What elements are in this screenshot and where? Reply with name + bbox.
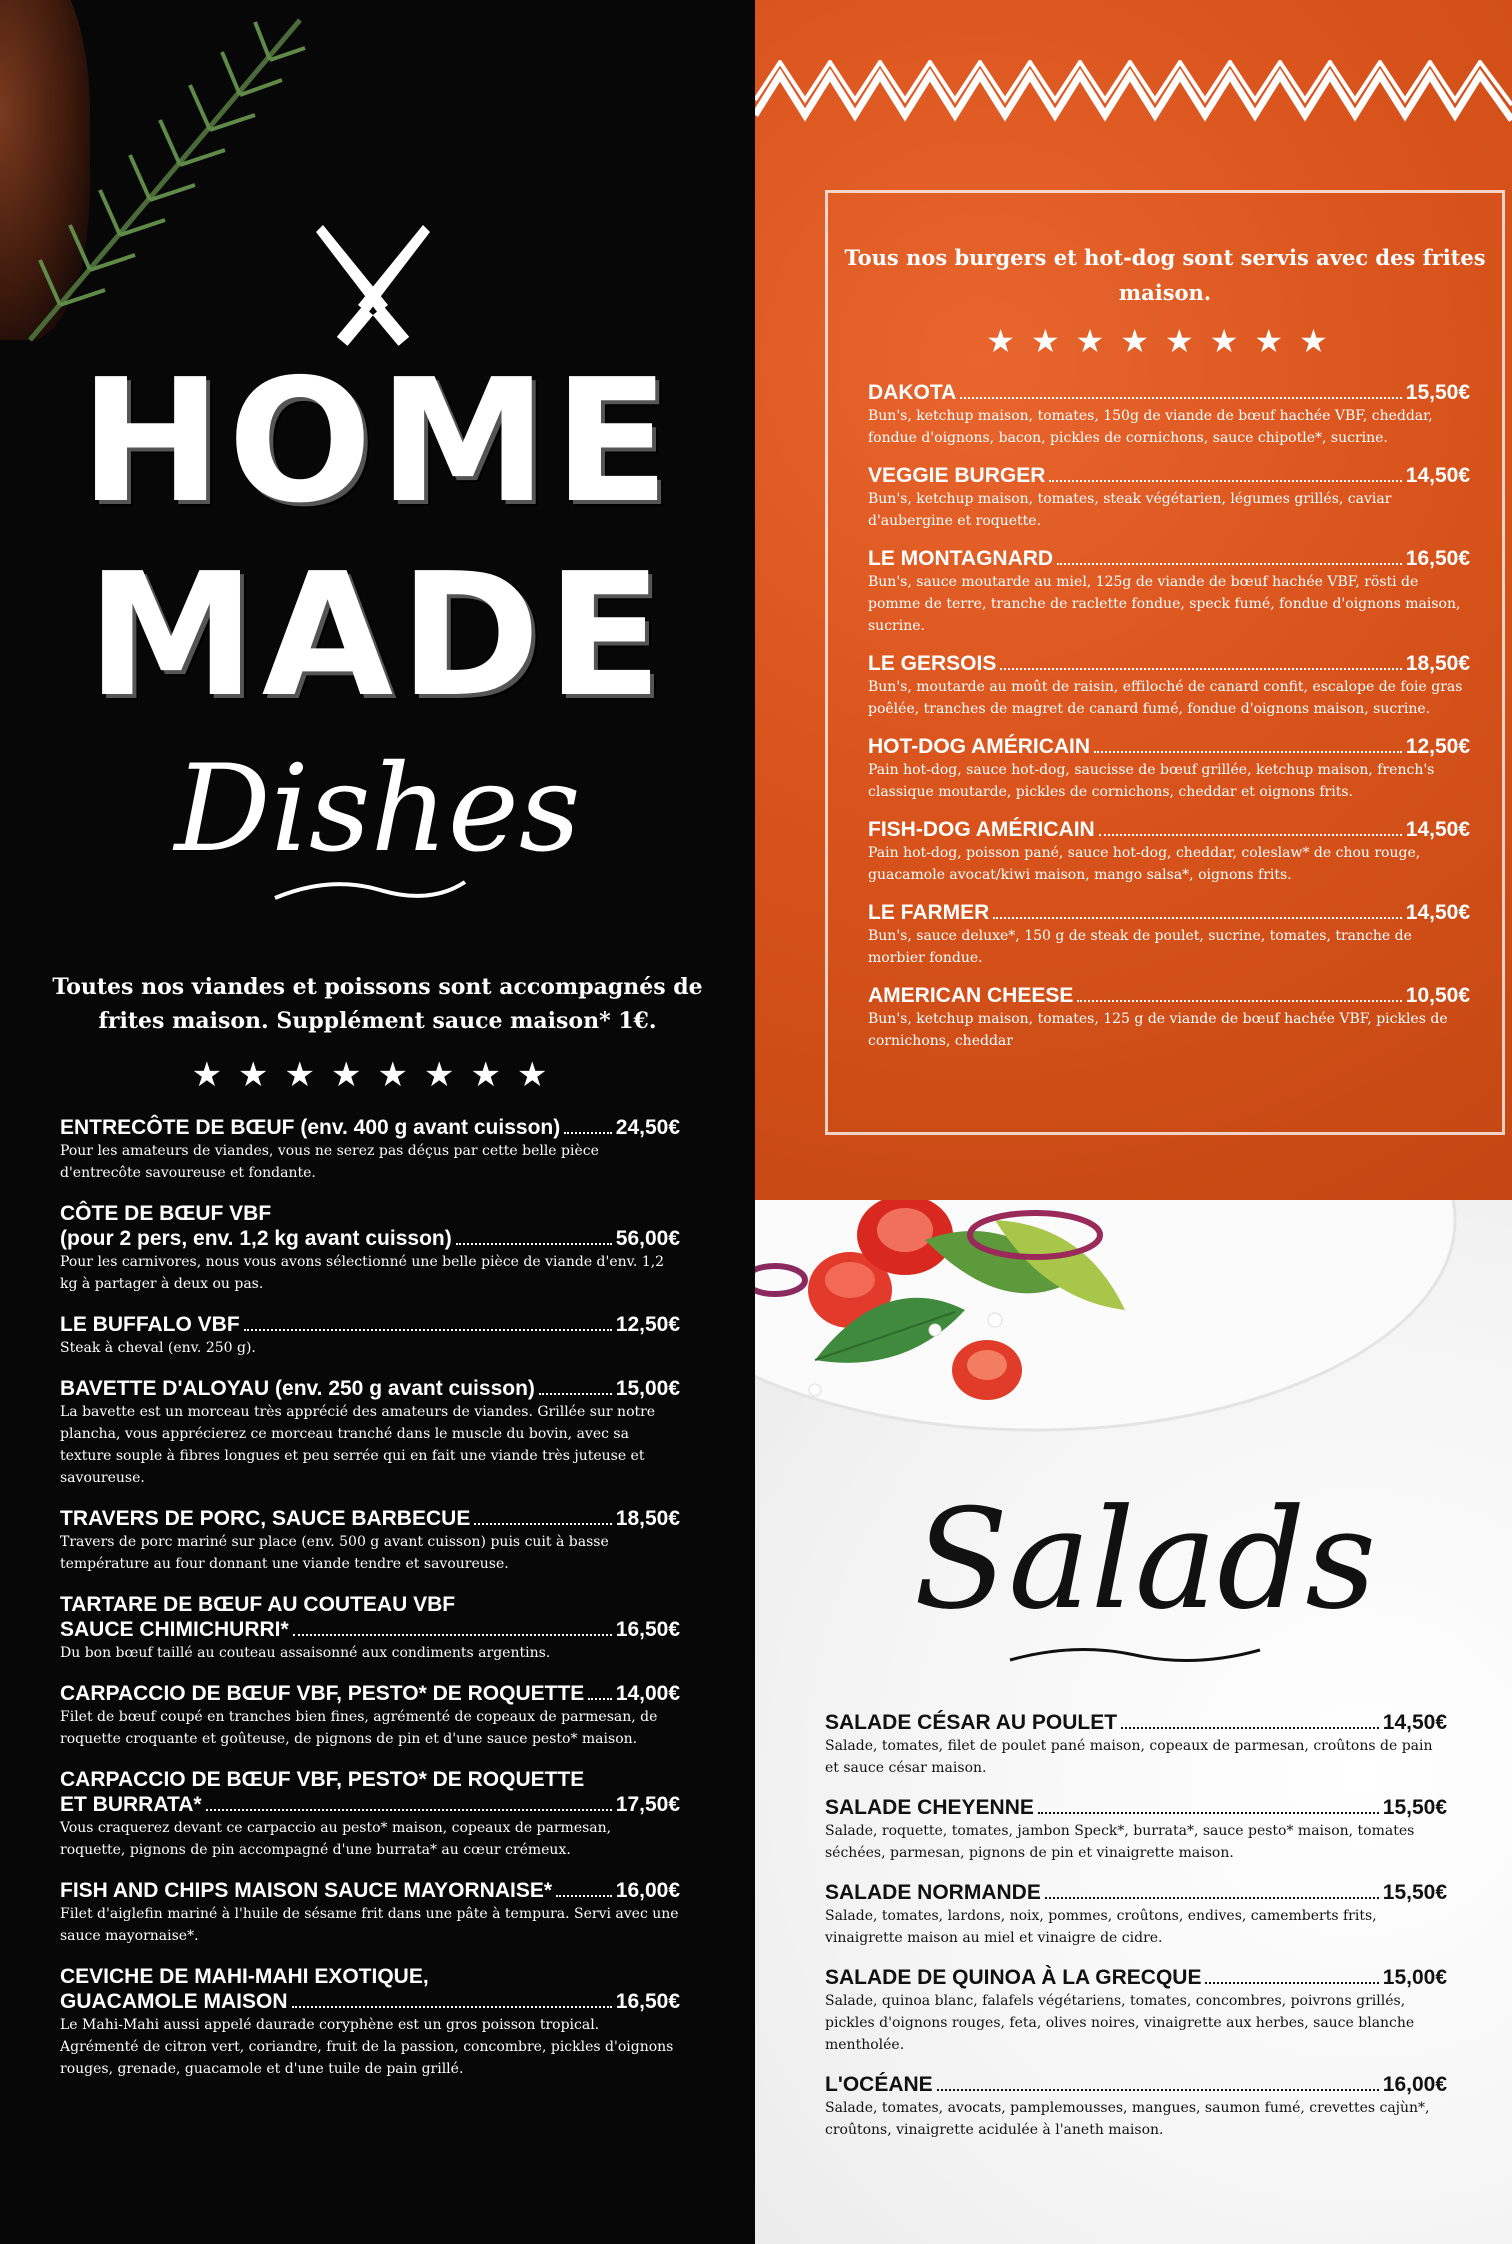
item-description: Salade, quinoa blanc, falafels végétariens, tomates, concombres, poivrons grillés, pickles d'oignons rouges, feta, olives noires, vinaigrette aux herbes, sauce blanche mentholée. [825,1993,1415,2053]
menu-item [60,1201,680,1295]
menu-item [868,734,1470,803]
dishes-script-title: Dishes [174,740,581,879]
item-price: 14,00€ [615,1682,680,1705]
burgers-panel [755,0,1512,1200]
item-description: Bun's, ketchup maison, tomates, steak végétarien, légumes grillés, caviar d'aubergine et roquette. [868,491,1392,529]
menu-item [825,1965,1447,2056]
item-description: Pain hot-dog, sauce hot-dog, saucisse de bœuf grillée, ketchup maison, french's classique moutarde, pickles de cornichons, cheddar et oignons frits. [868,762,1435,800]
menu-item [60,1312,680,1359]
dot-leader [456,1243,612,1245]
dot-leader [539,1393,612,1395]
item-description: Salade, tomates, avocats, pamplemousses, mangues, saumon fumé, crevettes cajùn*, croûtons, vinaigrette acidulée à l'aneth maison. [825,2100,1430,2138]
item-price: 14,50€ [1405,901,1470,924]
item-price: 56,00€ [615,1227,680,1250]
burgers-intro-text: Tous nos burgers et hot-dog sont servis avec des frites maison. [844,245,1486,305]
menu-item [825,1880,1447,1949]
item-price: 15,00€ [1382,1966,1447,1989]
item-price: 18,50€ [1405,652,1470,675]
item-name: CARPACCIO DE BŒUF VBF, PESTO* DE ROQUETTE [60,1768,585,1791]
dot-leader [1094,751,1402,753]
dot-leader [206,1809,612,1811]
burgers-menu [868,380,1470,1066]
item-name-line2: GUACAMOLE MAISON [60,1990,288,2013]
item-description: Filet d'aiglefin mariné à l'huile de sésame frit dans une pâte à tempura. Servi avec une sauce mayornaise*. [60,1906,679,1944]
item-name: VEGGIE BURGER [868,464,1046,487]
menu-item [868,817,1470,886]
item-description: Salade, tomates, filet de poulet pané maison, copeaux de parmesan, croûtons de pain et sauce césar maison. [825,1738,1433,1776]
menu-item [60,1767,680,1861]
dot-leader [937,2089,1379,2091]
dot-leader [960,397,1402,399]
item-price: 16,00€ [1382,2073,1447,2096]
item-description: Salade, roquette, tomates, jambon Speck*, burrata*, sauce pesto* maison, tomates séchées, parmesan, pignons de pin et vinaigrette maison. [825,1823,1415,1861]
dot-leader [993,917,1401,919]
dot-leader [1205,1982,1378,1984]
item-name: TRAVERS DE PORC, SAUCE BARBECUE [60,1507,471,1530]
item-description: Bun's, sauce moutarde au miel, 125g de viande de bœuf hachée VBF, rösti de pomme de terre, tranche de raclette fondue, speck fumé, fondue d'oignons maison, sucrine. [868,574,1461,634]
item-name: SALADE CÉSAR AU POULET [825,1711,1118,1734]
dot-leader [1049,480,1401,482]
item-name: CARPACCIO DE BŒUF VBF, PESTO* DE ROQUETTE [60,1682,585,1705]
item-name: BAVETTE D'ALOYAU (env. 250 g avant cuisson) [60,1377,535,1400]
item-description: La bavette est un morceau très apprécié des amateurs de viandes. Grillée sur notre plancha, vous apprécierez ce morceau tranché dans le muscle du bovin, avec sa texture souple à fibres longues et peu serrée qui en fait une viande très juteuse et savoureuse. [60,1404,656,1486]
item-description: Travers de porc mariné sur place (env. 500 g avant cuisson) puis cuit à basse température au four donnant une viande tendre et savoureuse. [60,1534,609,1572]
salads-panel [755,1200,1512,2244]
item-description: Pour les amateurs de viandes, vous ne serez pas déçus par cette belle pièce d'entrecôte savoureuse et fondante. [60,1143,599,1181]
item-name: SALADE DE QUINOA À LA GRECQUE [825,1966,1202,1989]
item-name: TARTARE DE BŒUF AU COUTEAU VBF [60,1593,456,1616]
star-row-icon: ★★★★★★★★ [986,323,1344,359]
dot-leader [564,1132,612,1134]
made-title: MADE [86,537,669,735]
menu-item [60,1376,680,1489]
dot-leader [1099,834,1402,836]
item-price: 15,00€ [615,1377,680,1400]
dot-leader [1077,1000,1401,1002]
dot-leader [1000,668,1401,670]
item-name: SALADE CHEYENNE [825,1796,1034,1819]
item-name-line2: SAUCE CHIMICHURRI* [60,1618,289,1641]
dot-leader [1057,563,1402,565]
item-name: ENTRECÔTE DE BŒUF (env. 400 g avant cuisson) [60,1116,561,1139]
item-price: 14,50€ [1405,464,1470,487]
item-description: Salade, tomates, lardons, noix, pommes, croûtons, endives, camemberts frits, vinaigrette maison au miel et vinaigre de cidre. [825,1908,1377,1946]
item-description: Bun's, sauce deluxe*, 150 g de steak de poulet, sucrine, tomates, tranche de morbier fondue. [868,928,1412,966]
item-description: Bun's, ketchup maison, tomates, 150g de viande de bœuf hachée VBF, cheddar, fondue d'oignons, bacon, pickles de cornichons, sauce chipotle*, sucrine. [868,408,1433,446]
zigzag-border-ornament [755,60,1512,130]
item-price: 12,50€ [615,1313,680,1336]
dot-leader [1121,1727,1379,1729]
item-description: Bun's, moutarde au moût de raisin, effiloché de canard confit, escalope de foie gras poêlée, tranches de magret de canard fumé, fondue d'oignons maison, sucrine. [868,679,1463,717]
item-price: 16,50€ [615,1618,680,1641]
item-name: CÔTE DE BŒUF VBF [60,1202,272,1225]
dot-leader [1038,1812,1379,1814]
menu-item [60,1964,680,2080]
item-subtitle: (pour 2 pers, env. 1,2 kg avant cuisson) [60,1227,452,1250]
item-name: SALADE NORMANDE [825,1881,1041,1904]
menu-item [60,1592,680,1664]
item-description: Le Mahi-Mahi aussi appelé daurade coryphène est un gros poisson tropical. Agrémenté de citron vert, coriandre, fruit de la passion, concombre, pickles d'oignons rouges, grenade, guacamole et d'une tuile de pain grillé. [60,2017,674,2077]
item-name: HOT-DOG AMÉRICAIN [868,735,1091,758]
item-price: 16,50€ [615,1990,680,2013]
item-price: 15,50€ [1382,1881,1447,1904]
dot-leader [474,1523,611,1525]
item-name: DAKOTA [868,381,957,404]
item-name: LE BUFFALO VBF [60,1313,240,1336]
menu-item [868,546,1470,637]
star-row-icon: ★★★★★★★★ [191,1056,564,1094]
rosemary-image [0,0,330,360]
meat-fish-menu [60,1115,680,2097]
menu-item [60,1878,680,1947]
menu-item [825,2072,1447,2141]
item-name: LE MONTAGNARD [868,547,1054,570]
item-description: Pour les carnivores, nous vous avons sélectionné une belle pièce de viande d'env. 1,2 kg à partager à deux ou pas. [60,1254,665,1292]
menu-item [825,1710,1447,1779]
item-description: Filet de bœuf coupé en tranches bien fines, agrémenté de copeaux de parmesan, de roquette croquante et goûteuse, de pignons de pin et d'une sauce pesto* maison. [60,1709,658,1747]
menu-item [868,983,1470,1052]
menu-item [868,651,1470,720]
dot-leader [292,2006,612,2008]
item-price: 14,50€ [1382,1711,1447,1734]
flourish-ornament [270,870,470,910]
item-description: Pain hot-dog, poisson pané, sauce hot-dog, cheddar, coleslaw* de chou rouge, guacamole avocat/kiwi maison, mango salsa*, oignons frits. [868,845,1421,883]
menu-item [868,900,1470,969]
menu-item [825,1795,1447,1864]
dot-leader [293,1634,612,1636]
dot-leader [588,1698,611,1700]
item-price: 12,50€ [1405,735,1470,758]
item-name: FISH AND CHIPS MAISON SAUCE MAYORNAISE* [60,1879,553,1902]
item-description: Steak à cheval (env. 250 g). [60,1340,256,1356]
menu-item [868,463,1470,532]
item-price: 15,50€ [1382,1796,1447,1819]
item-name-line2: ET BURRATA* [60,1793,202,1816]
item-price: 10,50€ [1405,984,1470,1007]
home-made-panel [0,0,755,2244]
home-title: HOME [79,343,676,541]
item-name: FISH-DOG AMÉRICAIN [868,818,1095,841]
item-name: LE GERSOIS [868,652,997,675]
salads-script-title: Salads [913,1479,1377,1640]
item-price: 24,50€ [615,1116,680,1139]
meat-intro-text: Toutes nos viandes et poissons sont accompagnés de frites maison. Supplément sauce maison* 1€. [52,974,703,1034]
item-description: Vous craquerez devant ce carpaccio au pesto* maison, copeaux de parmesan, roquette, pignons de pin accompagné d'une burrata* au cœur crémeux. [60,1820,612,1858]
flourish-ornament [1005,1640,1265,1670]
salads-menu [825,1710,1447,2157]
item-name: AMERICAN CHEESE [868,984,1074,1007]
item-price: 18,50€ [615,1507,680,1530]
item-name: LE FARMER [868,901,990,924]
dot-leader [1045,1897,1379,1899]
menu-item [60,1115,680,1184]
item-price: 14,50€ [1405,818,1470,841]
menu-item [60,1681,680,1750]
crossed-knives-icon [308,220,438,350]
item-name: L'OCÉANE [825,2073,933,2096]
item-price: 16,50€ [1405,547,1470,570]
menu-item [60,1506,680,1575]
item-name: CEVICHE DE MAHI-MAHI EXOTIQUE, [60,1965,429,1988]
item-price: 17,50€ [615,1793,680,1816]
dot-leader [244,1329,612,1331]
item-price: 15,50€ [1405,381,1470,404]
item-description: Bun's, ketchup maison, tomates, 125 g de viande de bœuf hachée VBF, pickles de cornichons, cheddar [868,1011,1448,1049]
dot-leader [556,1895,612,1897]
salad-plate-image [755,1200,1512,1480]
item-description: Du bon bœuf taillé au couteau assaisonné aux condiments argentins. [60,1645,551,1661]
menu-item [868,380,1470,449]
item-price: 16,00€ [615,1879,680,1902]
